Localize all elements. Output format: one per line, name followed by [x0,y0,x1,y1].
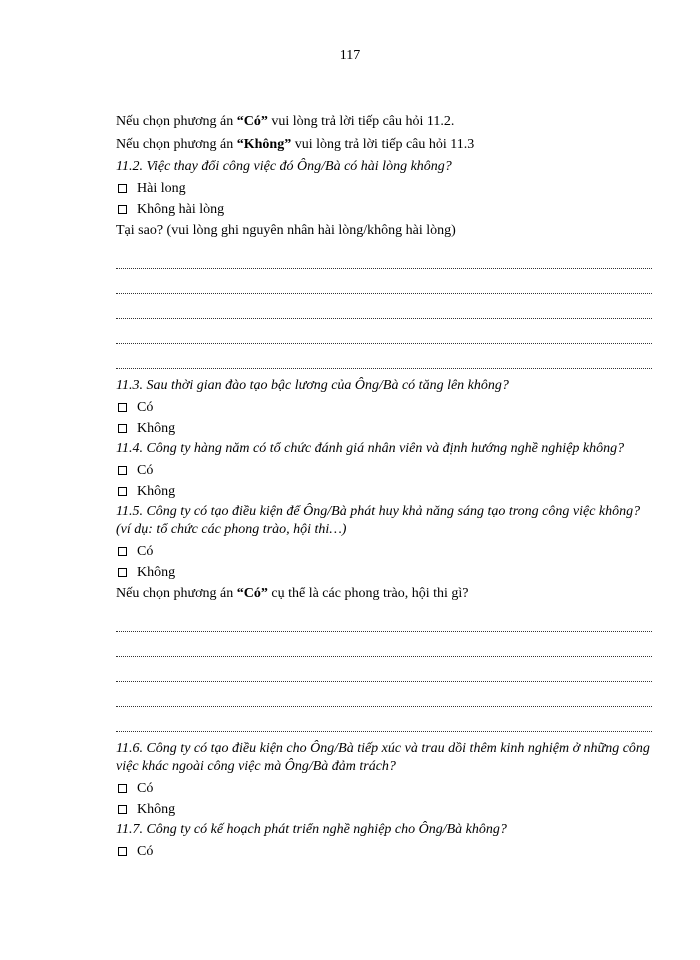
checkbox-icon[interactable] [118,568,127,577]
questionnaire-content [116,112,652,863]
answer-line[interactable] [116,269,652,294]
why-prompt: Tại sao? (vui lòng ghi nguyên nhân hài lòng/không hài lòng) [116,223,456,238]
answer-line[interactable] [116,607,652,632]
option-yes[interactable] [116,842,652,861]
option-label: Không [137,564,176,580]
option-yes[interactable] [116,398,652,417]
checkbox-icon[interactable] [118,847,127,856]
option-yes[interactable] [116,779,652,798]
checkbox-icon[interactable] [118,547,127,556]
option-label: Không [137,420,176,436]
instruction-no [116,135,652,155]
question-11-7: 11.7. Công ty có kế hoạch phát triển nghề nghiệp cho Ông/Bà không? [116,822,507,837]
answer-line[interactable] [116,657,652,682]
checkbox-icon[interactable] [118,487,127,496]
option-yes[interactable] [116,542,652,561]
option-satisfied[interactable] [116,179,652,198]
question-11-4: 11.4. Công ty hàng năm có tổ chức đánh giá nhân viên và định hướng nghề nghiệp không? [116,441,625,456]
instruction-text: vui lòng trả lời tiếp câu hỏi 11.2. [267,114,455,129]
question-11-3: 11.3. Sau thời gian đào tạo bậc lương của Ông/Bà có tăng lên không? [116,378,509,393]
option-no[interactable] [116,563,652,582]
checkbox-icon[interactable] [118,784,127,793]
followup-text: cụ thể là các phong trào, hội thi gì? [267,586,469,601]
option-label: Hài long [137,180,186,196]
option-label: Có [137,780,154,796]
option-no[interactable] [116,800,652,819]
answer-line[interactable] [116,682,652,707]
answer-lines-11-2[interactable] [116,244,652,369]
answer-lines-11-5[interactable] [116,607,652,732]
question-11-6: 11.6. Công ty có tạo điều kiện cho Ông/Bà tiếp xúc và trau dồi thêm kinh nghiệm ở những công việc khác ngoài công việc mà Ông/Bà đảm trách? [116,741,650,774]
question-11-5: 11.5. Công ty có tạo điều kiện để Ông/Bà phát huy khả năng sáng tạo trong công việc không? (ví dụ: tổ chức các phong trào, hội thi…) [116,504,641,537]
page-number: 117 [339,48,361,63]
instruction-text: Nếu chọn phương án [116,137,237,152]
answer-line[interactable] [116,632,652,657]
checkbox-icon[interactable] [118,466,127,475]
instruction-text: vui lòng trả lời tiếp câu hỏi 11.3 [291,137,475,152]
option-label: Không [137,483,176,499]
instruction-emphasis: “Không” [236,137,292,152]
followup-prompt [116,584,652,604]
option-label: Có [137,843,154,859]
checkbox-icon[interactable] [118,403,127,412]
answer-line[interactable] [116,319,652,344]
answer-line[interactable] [116,244,652,269]
option-no[interactable] [116,419,652,438]
checkbox-icon[interactable] [118,205,127,214]
instruction-text: Nếu chọn phương án [116,114,237,129]
option-not-satisfied[interactable] [116,200,652,219]
instruction-emphasis: “Có” [236,114,268,129]
option-no[interactable] [116,482,652,501]
option-label: Có [137,543,154,559]
answer-line[interactable] [116,707,652,732]
option-label: Không hài lòng [137,201,225,217]
followup-emphasis: “Có” [236,586,268,601]
followup-text: Nếu chọn phương án [116,586,237,601]
instruction-yes [116,112,652,132]
option-label: Có [137,399,154,415]
option-yes[interactable] [116,461,652,480]
checkbox-icon[interactable] [118,805,127,814]
option-label: Có [137,462,154,478]
question-11-2: 11.2. Việc thay đổi công việc đó Ông/Bà có hài lòng không? [116,159,452,174]
option-label: Không [137,801,176,817]
answer-line[interactable] [116,294,652,319]
checkbox-icon[interactable] [118,424,127,433]
checkbox-icon[interactable] [118,184,127,193]
answer-line[interactable] [116,344,652,369]
